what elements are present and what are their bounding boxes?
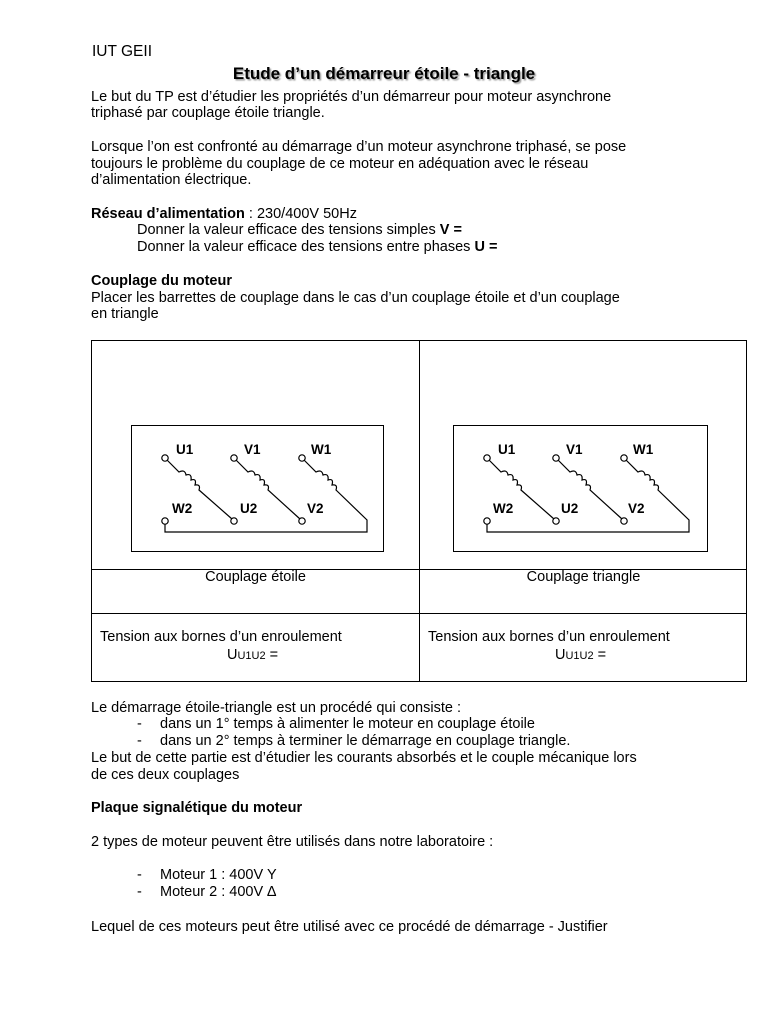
table-divider-vertical xyxy=(419,341,420,682)
label-w1-right: W1 xyxy=(633,442,654,457)
moteur-2: Moteur 2 : 400V ∆ xyxy=(160,884,277,900)
intro-line-2: triphasé par couplage étoile triangle. xyxy=(91,105,325,121)
u-symbol: U xyxy=(227,647,238,663)
demarrage-line-3: de ces deux couplages xyxy=(91,767,240,783)
question-u-text: Donner la valeur efficace des tensions entre phases xyxy=(137,239,475,255)
question-v-var: V = xyxy=(439,222,462,238)
label-u1-right: U1 xyxy=(498,442,516,457)
label-w2-right: W2 xyxy=(493,501,514,516)
coupling-table xyxy=(91,340,747,682)
label-v1-left: V1 xyxy=(244,442,261,457)
u-subscript: U1U2 xyxy=(237,650,266,662)
moteur-1: Moteur 1 : 400V Y xyxy=(160,867,277,883)
reseau-line xyxy=(91,206,357,223)
reseau-value: : 230/400V 50Hz xyxy=(244,206,357,222)
label-u2-left: U2 xyxy=(240,501,258,516)
label-v2-left: V2 xyxy=(307,501,324,516)
label-w1-left: W1 xyxy=(311,442,332,457)
para2-line-1: Lorsque l’on est confronté au démarrage d’un moteur asynchrone triphasé, se pose xyxy=(91,139,627,155)
label-w2-left: W2 xyxy=(172,501,193,516)
u-value-right xyxy=(555,647,606,663)
couplage-heading: Couplage du moteur xyxy=(91,273,232,289)
demarrage-bullet-1: dans un 1° temps à alimenter le moteur en couplage étoile xyxy=(160,716,535,732)
demarrage-line-1: Le démarrage étoile-triangle est un procédé qui consiste : xyxy=(91,700,461,716)
question-v-text: Donner la valeur efficace des tensions simples xyxy=(137,222,440,238)
tension-label-right: Tension aux bornes d’un enroulement xyxy=(428,629,670,645)
bullet-dash-4: - xyxy=(137,884,142,900)
question-u xyxy=(137,239,497,256)
plaque-text: 2 types de moteur peuvent être utilisés dans notre laboratoire : xyxy=(91,834,494,850)
u-equals: = xyxy=(593,647,607,663)
page-title: Etude d’un démarreur étoile - triangle xyxy=(232,64,536,83)
caption-delta: Couplage triangle xyxy=(526,569,641,585)
u-value-left xyxy=(227,647,278,663)
reseau-label: Réseau d’alimentation xyxy=(91,206,245,222)
u-symbol: U xyxy=(555,647,566,663)
bullet-dash-2: - xyxy=(137,733,142,749)
table-divider-2 xyxy=(92,613,747,614)
couplage-line-1: Placer les barrettes de couplage dans le cas d’un couplage étoile et d’un couplage xyxy=(91,290,620,306)
final-question: Lequel de ces moteurs peut être utilisé avec ce procédé de démarrage - Justifier xyxy=(91,919,608,935)
bullet-dash-1: - xyxy=(137,716,142,732)
question-v xyxy=(137,222,462,239)
demarrage-bullet-2: dans un 2° temps à terminer le démarrage en couplage triangle. xyxy=(160,733,571,749)
u-subscript: U1U2 xyxy=(565,650,594,662)
para2-line-2: toujours le problème du couplage de ce moteur en adéquation avec le réseau xyxy=(91,156,589,172)
label-v2-right: V2 xyxy=(628,501,645,516)
couplage-line-2: en triangle xyxy=(91,306,159,322)
question-u-var: U = xyxy=(474,239,498,255)
label-v1-right: V1 xyxy=(566,442,583,457)
para2-line-3: d’alimentation électrique. xyxy=(91,172,252,188)
tension-label-left: Tension aux bornes d’un enroulement xyxy=(100,629,342,645)
plaque-heading: Plaque signalétique du moteur xyxy=(91,800,303,816)
caption-star: Couplage étoile xyxy=(205,569,306,585)
u-equals: = xyxy=(265,647,279,663)
label-u2-right: U2 xyxy=(561,501,579,516)
demarrage-line-2: Le but de cette partie est d’étudier les courants absorbés et le couple mécanique lors xyxy=(91,750,637,766)
label-u1-left: U1 xyxy=(176,442,194,457)
intro-line-1: Le but du TP est d’étudier les propriétés d’un démarreur pour moteur asynchrone xyxy=(91,89,612,105)
bullet-dash-3: - xyxy=(137,867,142,883)
course-header: IUT GEII xyxy=(92,43,153,60)
